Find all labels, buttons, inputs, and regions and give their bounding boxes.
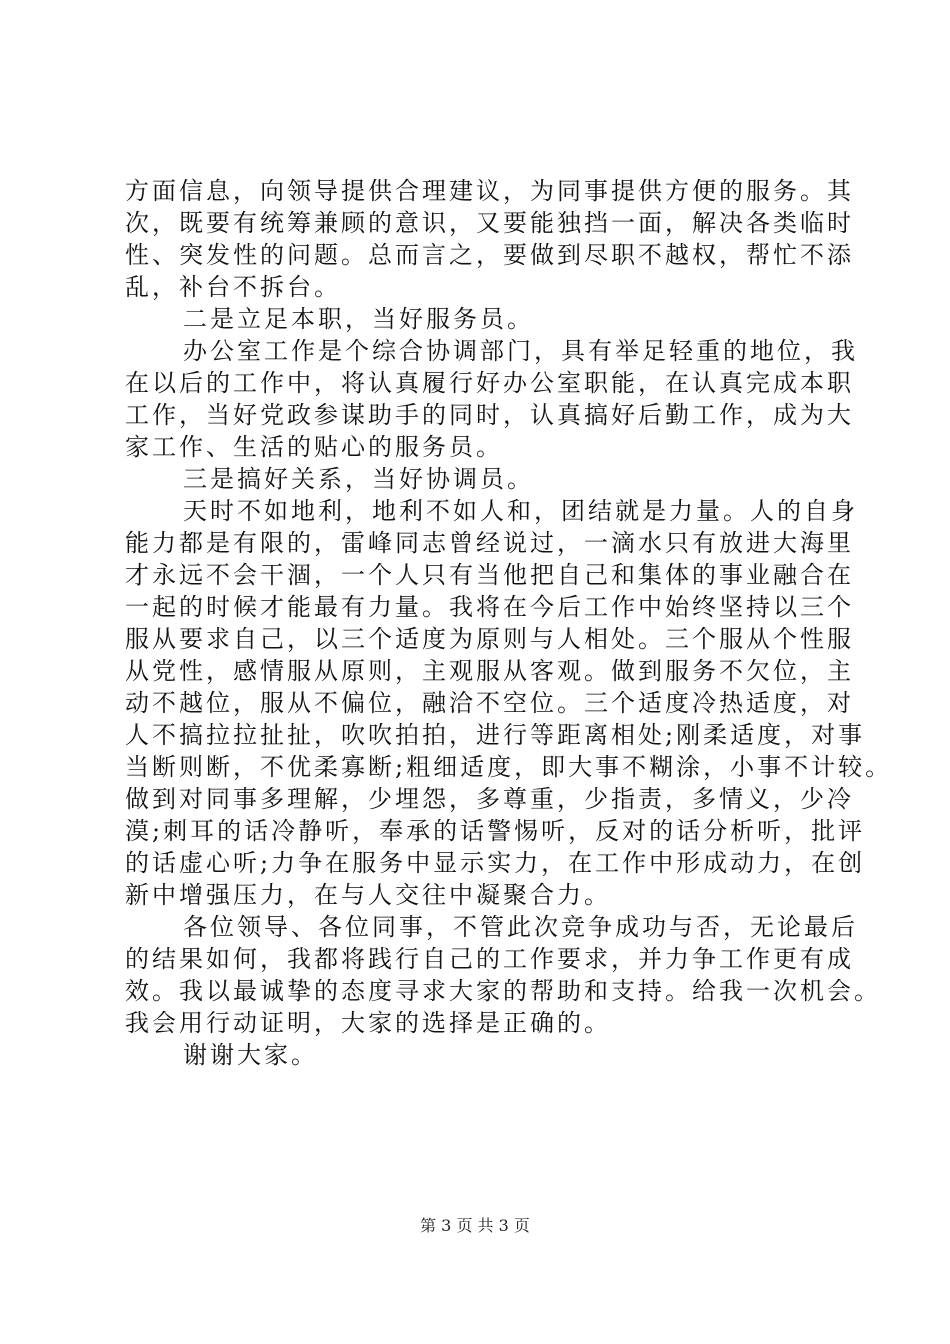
page-number-footer: 第 3 页 共 3 页 [420,1216,530,1235]
section-heading: 三是搞好关系，当好协调员。 [183,465,534,493]
text-line: 各位领导、各位同事，不管此次竞争成功与否，无论最后 [183,913,858,941]
text-line: 办公室工作是个综合协调部门，具有举足轻重的地位，我 [183,337,858,365]
text-line: 方面信息，向领导提供合理建议，为同事提供方便的服务。其 [125,177,854,205]
text-line: 的结果如何，我都将践行自己的工作要求，并力争工作更有成 [125,945,854,973]
text-line: 服从要求自己，以三个适度为原则与人相处。三个服从个性服 [125,625,854,653]
text-line: 天时不如地利，地利不如人和，团结就是力量。人的自身 [183,497,858,525]
text-line: 人不搞拉拉扯扯，吹吹拍拍，进行等距离相处;刚柔适度，对事 [125,721,866,749]
text-line: 一起的时候才能最有力量。我将在今后工作中始终坚持以三个 [125,593,854,621]
section-heading: 二是立足本职，当好服务员。 [183,305,534,333]
text-line: 我会用行动证明，大家的选择是正确的。 [125,1009,611,1037]
text-line: 能力都是有限的，雷峰同志曾经说过，一滴水只有放进大海里 [125,529,854,557]
text-line: 效。我以最诚挚的态度寻求大家的帮助和支持。给我一次机会。 [125,977,881,1005]
text-line: 新中增强压力，在与人交往中凝聚合力。 [125,881,611,909]
text-line: 才永远不会干涸，一个人只有当他把自己和集体的事业融合在 [125,561,854,589]
text-line: 动不越位，服从不偏位，融洽不空位。三个适度冷热适度，对 [125,689,854,717]
text-line: 家工作、生活的贴心的服务员。 [125,433,503,461]
text-line: 从党性，感情服从原则，主观服从客观。做到服务不欠位，主 [125,657,854,685]
text-line: 当断则断，不优柔寡断;粗细适度，即大事不糊涂，小事不计较。 [125,753,893,781]
body-text [125,175,893,1071]
closing-line: 谢谢大家。 [183,1041,318,1069]
text-line: 性、突发性的问题。总而言之，要做到尽职不越权，帮忙不添 [125,241,854,269]
text-line: 工作，当好党政参谋助手的同时，认真搞好后勤工作，成为大 [125,401,854,429]
text-line: 在以后的工作中，将认真履行好办公室职能，在认真完成本职 [125,369,854,397]
text-line: 乱，补台不拆台。 [125,273,341,301]
text-line: 漠;刺耳的话冷静听，奉承的话警惕听，反对的话分析听，批评 [125,817,866,845]
text-line: 做到对同事多理解，少埋怨，多尊重，少指责，多情义，少冷 [125,785,854,813]
text-line: 的话虚心听;力争在服务中显示实力，在工作中形成动力，在创 [125,849,866,877]
text-line: 次，既要有统筹兼顾的意识，又要能独挡一面，解决各类临时 [125,209,854,237]
